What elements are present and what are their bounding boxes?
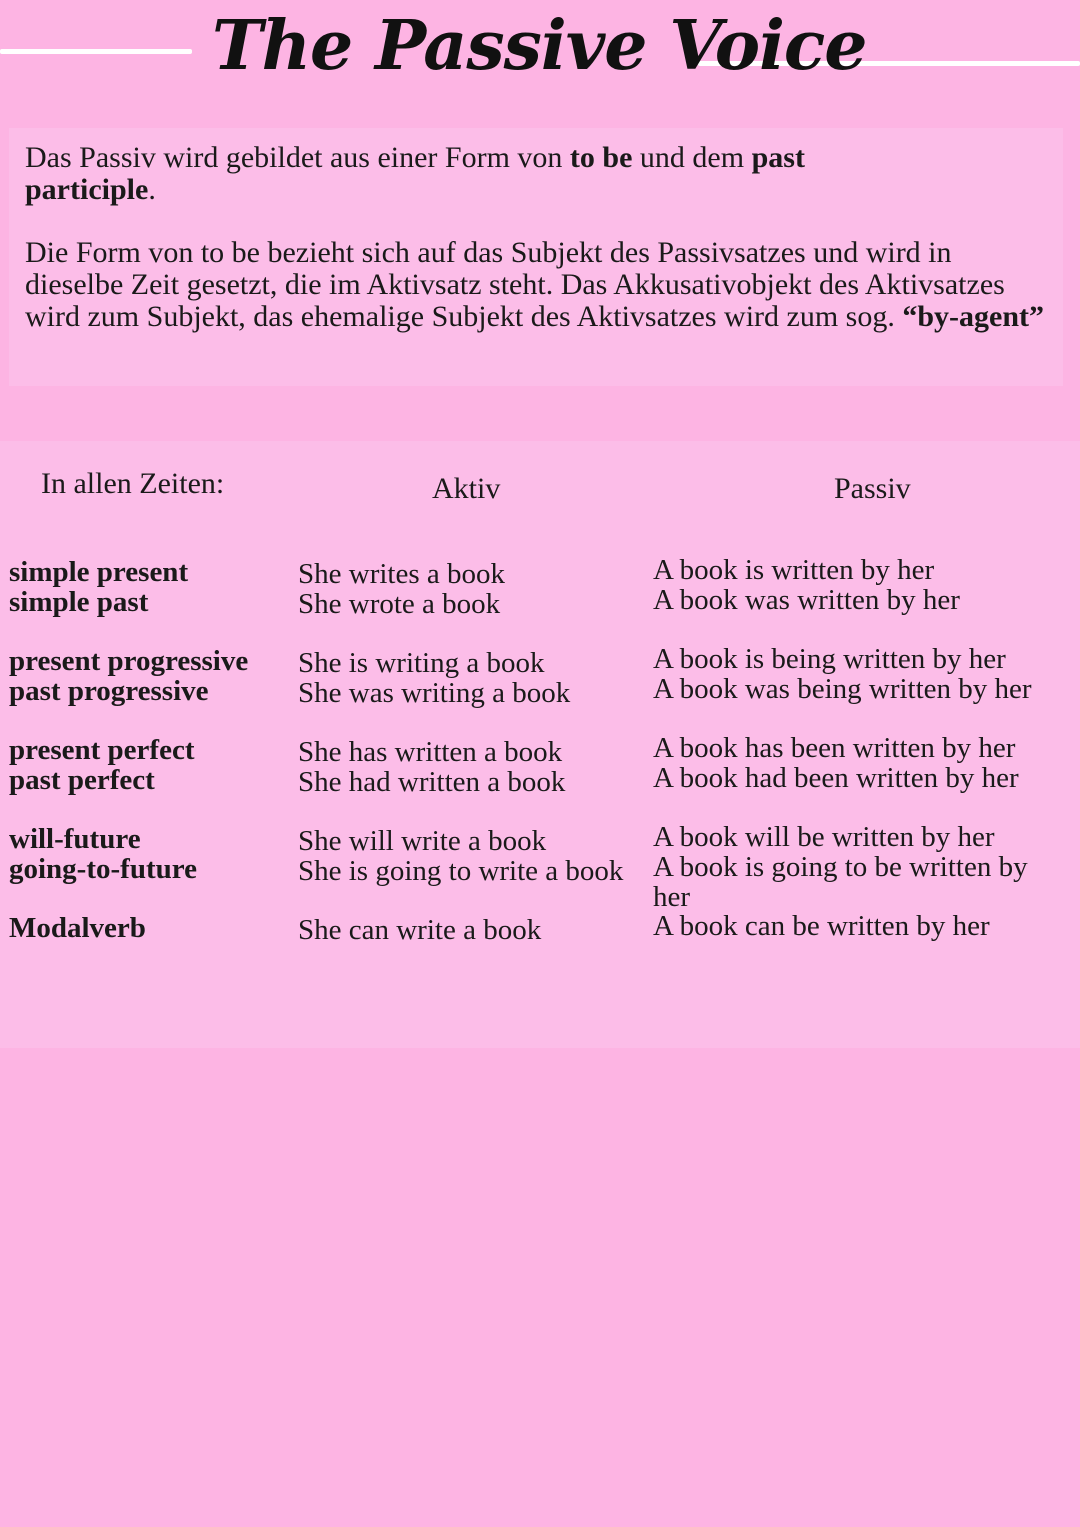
intro-text-1b: und dem xyxy=(632,141,752,174)
page-title: The Passive Voice xyxy=(212,6,867,86)
passive-sentence: A book can be written by her xyxy=(653,910,990,942)
active-sentence: She is writing a book xyxy=(298,647,545,679)
active-sentence: She has written a book xyxy=(298,736,563,768)
tense-label: past perfect xyxy=(9,764,155,796)
tense-label: simple present xyxy=(9,556,189,588)
passive-sentence: A book was being written by her xyxy=(653,673,1032,705)
passive-sentence: A book has been written by her xyxy=(653,732,1016,764)
tense-label: present perfect xyxy=(9,734,195,766)
active-sentence: She is going to write a book xyxy=(298,855,624,887)
active-sentence: She can write a book xyxy=(298,914,542,946)
active-sentence: She wrote a book xyxy=(298,588,501,620)
tense-label: present progressive xyxy=(9,645,249,677)
intro-term-to-be: to be xyxy=(569,141,633,174)
intro-text-1c: . xyxy=(148,173,156,206)
passive-sentence: A book is going to be written by her xyxy=(653,851,1028,913)
intro-text-1a: Das Passiv wird gebildet aus einer Form von xyxy=(25,141,570,174)
tense-label: will-future xyxy=(9,823,141,855)
header-active: Aktiv xyxy=(432,472,501,505)
passive-sentence: A book will be written by her xyxy=(653,821,995,853)
intro-term-past-participle: past participle xyxy=(25,141,805,206)
passive-sentence: A book is being written by her xyxy=(653,643,1006,675)
intro-text-2: Die Form von to be bezieht sich auf das Subjekt des Passivsatzes und wird in dieselbe Zeit gesetzt, die im Aktivsatz steht. Das Akkusativobjekt des Aktivsatzes wird zum Subjekt, das ehemalige Subjekt des Aktivsatzes wird zum sog. xyxy=(25,236,1005,333)
intro-term-by-agent: “by-agent” xyxy=(902,300,1045,333)
passive-sentence: A book is written by her xyxy=(653,554,935,586)
active-sentence: She will write a book xyxy=(298,825,547,857)
intro-paragraph-2 xyxy=(25,237,1055,333)
intro-paragraph-1 xyxy=(25,142,925,206)
tense-label: going-to-future xyxy=(9,853,197,885)
tense-label: Modalverb xyxy=(9,912,146,944)
active-sentence: She had written a book xyxy=(298,766,566,798)
active-sentence: She was writing a book xyxy=(298,677,571,709)
header-passive: Passiv xyxy=(834,472,911,505)
tense-label: past progressive xyxy=(9,675,209,707)
passive-sentence: A book was written by her xyxy=(653,584,960,616)
tense-label: simple past xyxy=(9,586,149,618)
active-sentence: She writes a book xyxy=(298,558,505,590)
passive-sentence: A book had been written by her xyxy=(653,762,1019,794)
header-tenses: In allen Zeiten: xyxy=(41,467,225,500)
title-rule-left xyxy=(0,49,192,54)
